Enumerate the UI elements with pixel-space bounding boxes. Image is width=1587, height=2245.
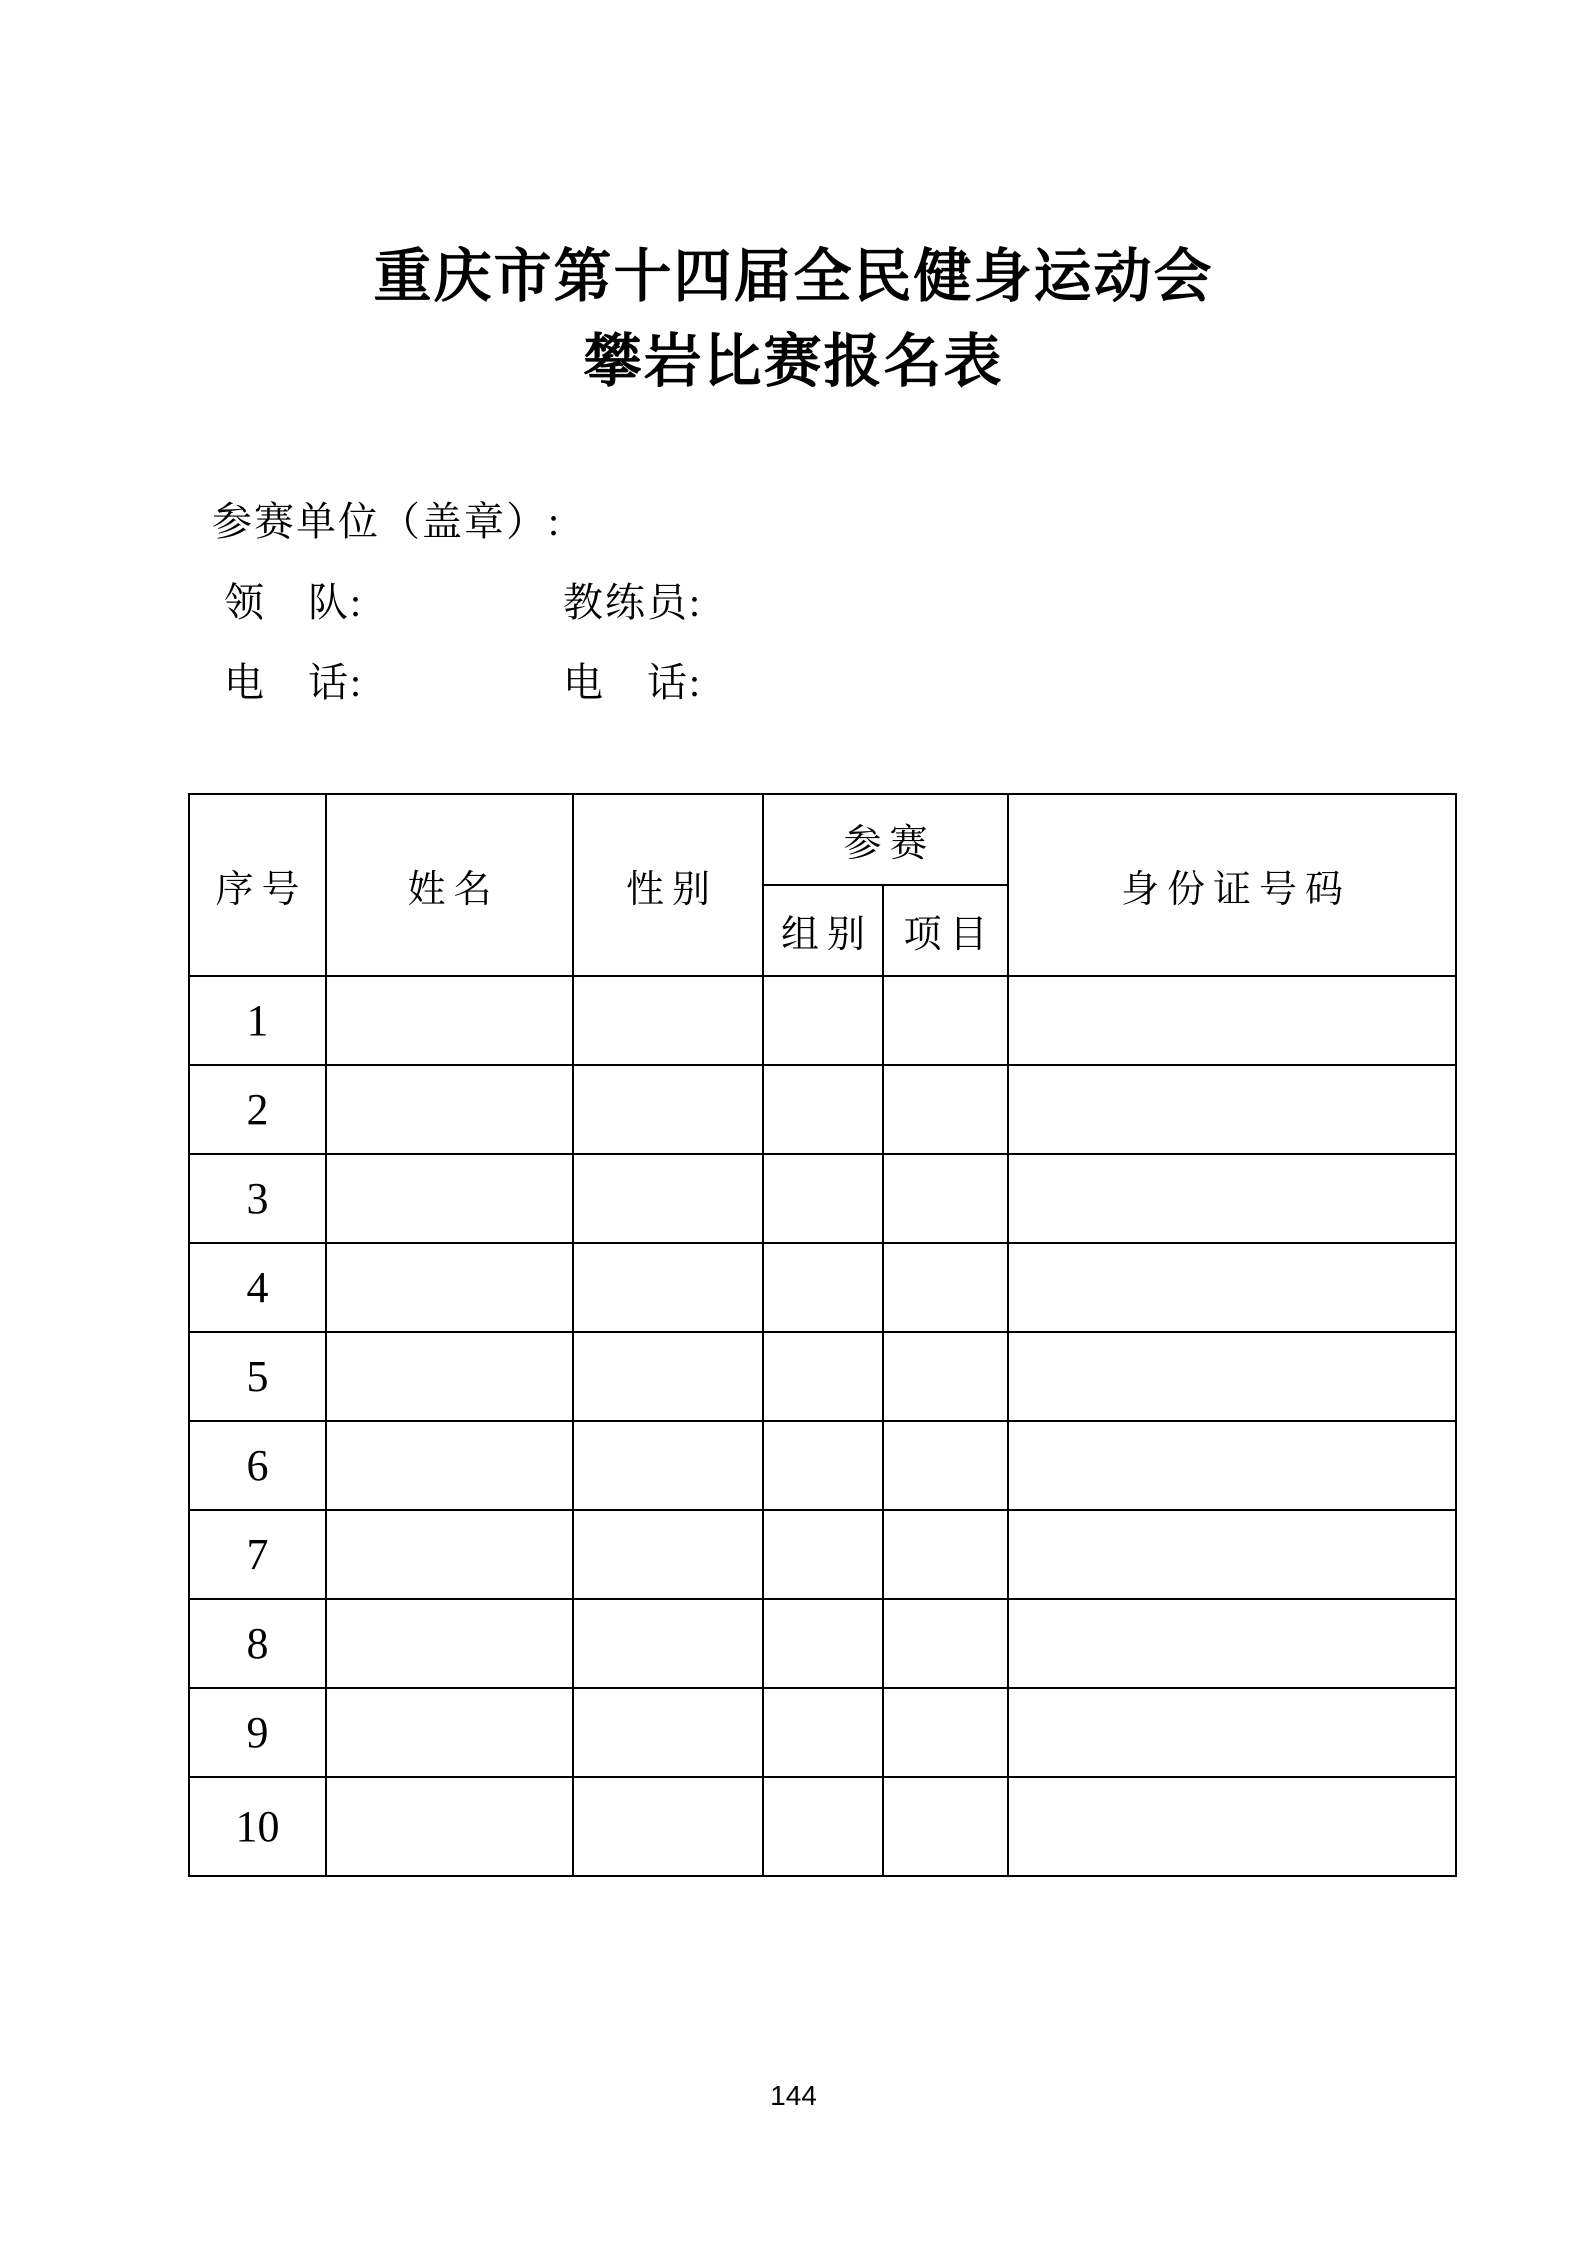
id-number-cell [1008, 1154, 1456, 1243]
gender-cell [573, 1510, 763, 1599]
gender-cell [573, 1065, 763, 1154]
group-cell [763, 1065, 883, 1154]
name-cell [326, 1154, 573, 1243]
registration-table [188, 793, 1457, 1877]
group-cell [763, 1243, 883, 1332]
gender-cell [573, 1421, 763, 1510]
col-header-gender: 性别 [573, 794, 763, 976]
unit-seal-label: 参赛单位（盖章）: [212, 499, 562, 544]
page-number: 144 [770, 2080, 817, 2111]
name-cell [326, 1510, 573, 1599]
phone-label-left: 电 话: [224, 660, 364, 705]
event-cell [883, 1777, 1008, 1876]
id-number-cell [1008, 1599, 1456, 1688]
row-index-cell: 7 [189, 1510, 326, 1599]
table-row [189, 1243, 1456, 1332]
event-cell [883, 1688, 1008, 1777]
col-header-entry: 参赛 [763, 794, 1008, 885]
event-cell [883, 1065, 1008, 1154]
id-number-cell [1008, 1065, 1456, 1154]
name-cell [326, 1065, 573, 1154]
row-index-cell: 2 [189, 1065, 326, 1154]
group-cell [763, 1510, 883, 1599]
id-number-cell [1008, 1688, 1456, 1777]
table-row [189, 976, 1456, 1065]
table-row [189, 1332, 1456, 1421]
id-number-cell [1008, 1243, 1456, 1332]
row-index-cell: 3 [189, 1154, 326, 1243]
group-cell [763, 1421, 883, 1510]
col-header-id-number: 身份证号码 [1008, 794, 1456, 976]
event-cell [883, 1510, 1008, 1599]
group-cell [763, 1777, 883, 1876]
gender-cell [573, 1688, 763, 1777]
gender-cell [573, 976, 763, 1065]
row-index-cell: 10 [189, 1777, 326, 1876]
col-header-index: 序号 [189, 794, 326, 976]
id-number-cell [1008, 1421, 1456, 1510]
row-index-cell: 8 [189, 1599, 326, 1688]
event-cell [883, 1599, 1008, 1688]
event-cell [883, 976, 1008, 1065]
table-row [189, 1510, 1456, 1599]
group-cell [763, 1599, 883, 1688]
name-cell [326, 1243, 573, 1332]
gender-cell [573, 1599, 763, 1688]
id-number-cell [1008, 1777, 1456, 1876]
name-cell [326, 1688, 573, 1777]
col-header-group: 组别 [763, 885, 883, 976]
group-cell [763, 976, 883, 1065]
event-cell [883, 1332, 1008, 1421]
group-cell [763, 1688, 883, 1777]
id-number-cell [1008, 1510, 1456, 1599]
row-index-cell: 5 [189, 1332, 326, 1421]
col-header-name: 姓名 [326, 794, 573, 976]
group-cell [763, 1154, 883, 1243]
group-cell [763, 1332, 883, 1421]
table-row [189, 1777, 1456, 1876]
name-cell [326, 1332, 573, 1421]
gender-cell [573, 1332, 763, 1421]
name-cell [326, 1421, 573, 1510]
team-leader-label: 领 队: [224, 580, 364, 625]
row-index-cell: 1 [189, 976, 326, 1065]
phone-label-right: 电 话: [563, 660, 703, 705]
name-cell [326, 1777, 573, 1876]
col-header-event: 项目 [883, 885, 1008, 976]
row-index-cell: 6 [189, 1421, 326, 1510]
table-row [189, 1421, 1456, 1510]
event-cell [883, 1243, 1008, 1332]
document-title-line2: 攀岩比赛报名表 [583, 329, 1004, 394]
event-cell [883, 1154, 1008, 1243]
gender-cell [573, 1243, 763, 1332]
document-title-line1: 重庆市第十四届全民健身运动会 [373, 244, 1214, 309]
gender-cell [573, 1777, 763, 1876]
id-number-cell [1008, 1332, 1456, 1421]
row-index-cell: 4 [189, 1243, 326, 1332]
event-cell [883, 1421, 1008, 1510]
id-number-cell [1008, 976, 1456, 1065]
name-cell [326, 1599, 573, 1688]
name-cell [326, 976, 573, 1065]
table-row [189, 1065, 1456, 1154]
table-row [189, 1688, 1456, 1777]
row-index-cell: 9 [189, 1688, 326, 1777]
table-row [189, 1154, 1456, 1243]
coach-label: 教练员: [563, 580, 703, 625]
table-row [189, 1599, 1456, 1688]
gender-cell [573, 1154, 763, 1243]
